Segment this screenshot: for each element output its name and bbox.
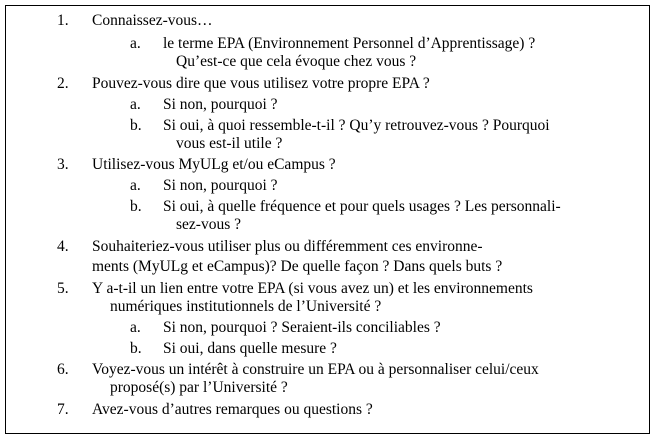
question-5-text: Y a-t-il un lien entre votre EPA (si vous avez un) et les environnements	[92, 280, 533, 297]
question-3b-text-cont: sez-vous ?	[176, 216, 241, 233]
question-1-text: Connaissez-vous…	[92, 12, 213, 29]
question-4-text-cont: ments (MyULg et eCampus)? De quelle façon ? Dans quels buts ?	[92, 258, 503, 275]
question-1-number: 1.	[57, 12, 69, 29]
question-2a-letter: a.	[130, 96, 141, 113]
question-1a-text-cont: Qu’est-ce que cela évoque chez vous ?	[176, 53, 417, 70]
question-5a-letter: a.	[130, 319, 141, 336]
question-5-text-cont: numériques institutionnels de l’Université ?	[110, 298, 382, 315]
question-2a-text: Si non, pourquoi ?	[163, 96, 278, 113]
question-2-text: Pouvez-vous dire que vous utilisez votre propre EPA ?	[92, 75, 430, 92]
question-4-text: Souhaiteriez-vous utiliser plus ou différemment ces environne-	[92, 238, 483, 255]
question-3-text: Utilisez-vous MyULg et/ou eCampus ?	[92, 156, 336, 173]
question-5b-letter: b.	[130, 340, 142, 357]
question-6-number: 6.	[57, 361, 69, 378]
question-2b-text: Si oui, à quoi ressemble-t-il ? Qu’y retrouvez-vous ? Pourquoi	[163, 117, 550, 134]
question-7-number: 7.	[57, 401, 69, 418]
question-3b-text: Si oui, à quelle fréquence et pour quels usages ? Les personnali-	[163, 198, 561, 215]
question-3-number: 3.	[57, 156, 69, 173]
question-4-number: 4.	[57, 238, 69, 255]
question-2-number: 2.	[57, 75, 69, 92]
question-3a-letter: a.	[130, 177, 141, 194]
question-7-text: Avez-vous d’autres remarques ou questions ?	[92, 401, 373, 418]
question-1a-letter: a.	[130, 35, 141, 52]
question-6-text: Voyez-vous un intérêt à construire un EPA ou à personnaliser celui/ceux	[92, 361, 539, 378]
question-2b-text-cont: vous est-il utile ?	[176, 135, 283, 152]
question-5a-text: Si non, pourquoi ? Seraient-ils conciliables ?	[163, 319, 441, 336]
question-5-number: 5.	[57, 280, 69, 297]
question-6-text-cont: proposé(s) par l’Université ?	[110, 379, 288, 396]
question-3a-text: Si non, pourquoi ?	[163, 177, 278, 194]
question-1a-text: le terme EPA (Environnement Personnel d’Apprentissage) ?	[163, 35, 536, 52]
question-3b-letter: b.	[130, 198, 142, 215]
question-5b-text: Si oui, dans quelle mesure ?	[163, 340, 337, 357]
question-2b-letter: b.	[130, 117, 142, 134]
